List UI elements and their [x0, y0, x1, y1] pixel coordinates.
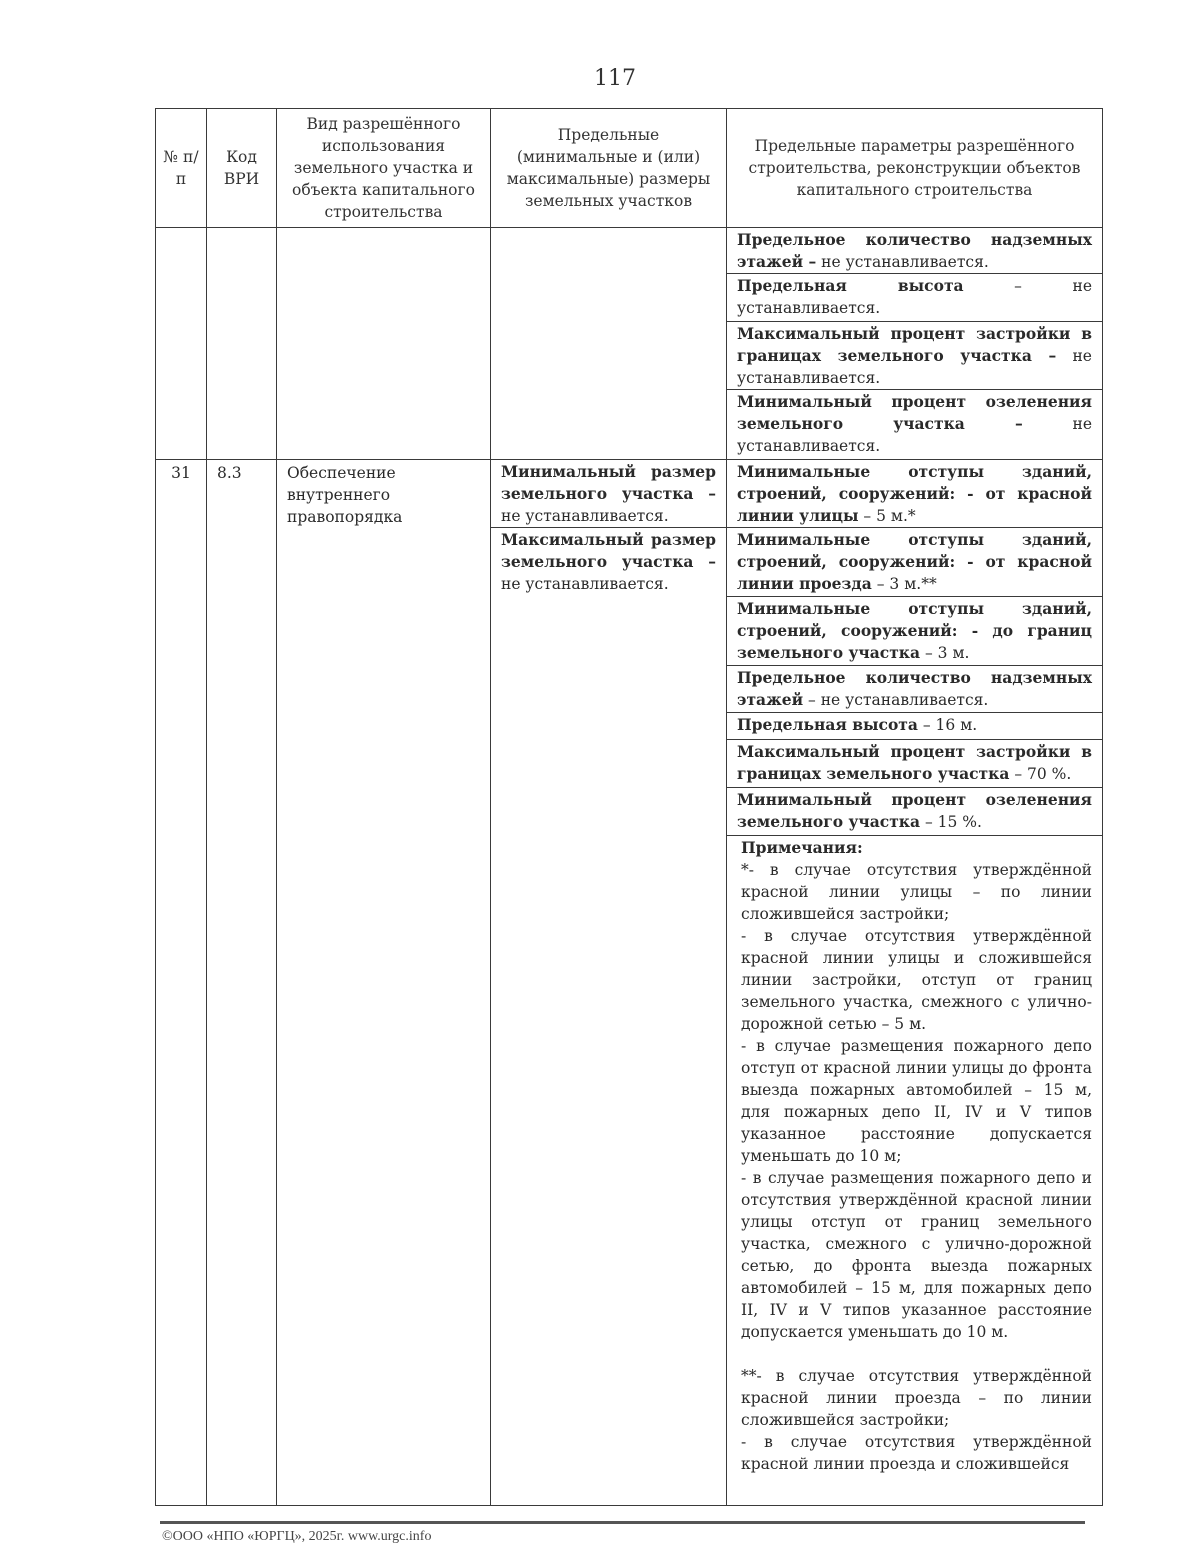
param-offset-passage: Минимальные отступы зданий, строений, сооружений: - от красной линии проезда – 3 м.** — [727, 527, 1102, 596]
note-item: **- в случае отсутствия утверждённой красной линии проезда – по линии сложившейся застройки; — [741, 1367, 1092, 1429]
param-floors: Предельное количество надземных этажей – не устанавливается. — [737, 230, 1092, 271]
zoning-table — [155, 108, 1103, 1506]
note-item: - в случае размещения пожарного депо отступ от красной линии улицы до фронта выезда пожарных автомобилей – 15 м, для пожарных депо II, IV и V типов указанное расстояние допускается уменьшать до 10 м; — [741, 1037, 1092, 1165]
table-row-31 — [156, 460, 1103, 1506]
footer-divider — [160, 1521, 1085, 1524]
param-offset-street: Минимальные отступы зданий, строений, сооружений: - от красной линии улицы – 5 м.* — [737, 462, 1092, 525]
row-vri: Обеспечение внутреннего правопорядка — [277, 460, 491, 1506]
param-build-percent: Максимальный процент застройки в границах земельного участка – 70 %. — [727, 739, 1102, 787]
note-item: - в случае отсутствия утверждённой красной линии улицы и сложившейся линии застройки, отступ от границ земельного участка, смежного с улично-дорожной сетью – 5 м. — [741, 927, 1092, 1033]
note-item: *- в случае отсутствия утверждённой красной линии улицы – по линии сложившейся застройки; — [741, 861, 1092, 923]
row-code: 8.3 — [207, 460, 277, 1506]
param-height: Предельная высота – не устанавливается. — [727, 273, 1102, 321]
row-number: 31 — [156, 460, 207, 1506]
header-code: Код ВРИ — [207, 109, 277, 228]
header-sizes: Предельные (минимальные и (или) максимальные) размеры земельных участков — [491, 109, 727, 228]
footer-copyright: ©ООО «НПО «ЮРГЦ», 2025г. www.urgc.info — [162, 1529, 432, 1544]
header-vri: Вид разрешённого использования земельного участка и объекта капитального строительства — [277, 109, 491, 228]
param-height: Предельная высота – 16 м. — [727, 712, 1102, 739]
notes-title: Примечания: — [741, 838, 863, 857]
param-floors: Предельное количество надземных этажей – не устанавливается. — [727, 665, 1102, 712]
param-green-percent: Минимальный процент озеленения земельного участка – не устанавливается. — [727, 389, 1102, 459]
page-number: 117 — [594, 66, 636, 91]
note-item: - в случае размещения пожарного депо и отсутствия утверждённой красной линии улицы отступ от границ земельного участка, смежного с улично-дорожной сетью, до фронта выезда пожарных автомобилей – 15 м, для пожарных депо II, IV и V типов указанное расстояние допускается уменьшать до 10 м. — [741, 1169, 1092, 1341]
min-size: Минимальный размер земельного участка – не устанавливается. — [501, 462, 716, 525]
param-green-percent: Минимальный процент озеленения земельного участка – 15 %. — [727, 787, 1102, 835]
param-offset-boundary: Минимальные отступы зданий, строений, сооружений: - до границ земельного участка – 3 м. — [727, 596, 1102, 665]
header-params: Предельные параметры разрешённого строительства, реконструкции объектов капитального строительства — [727, 109, 1103, 228]
param-build-percent: Максимальный процент застройки в границах земельного участка – не устанавливается. — [727, 321, 1102, 389]
header-num: № п/п — [156, 109, 207, 228]
table-row-continued — [156, 228, 1103, 460]
header-row — [156, 109, 1103, 228]
max-size: Максимальный размер земельного участка – не устанавливается. — [491, 527, 726, 597]
note-item: - в случае отсутствия утверждённой красной линии проезда и сложившейся — [741, 1433, 1092, 1473]
notes — [727, 835, 1102, 1479]
